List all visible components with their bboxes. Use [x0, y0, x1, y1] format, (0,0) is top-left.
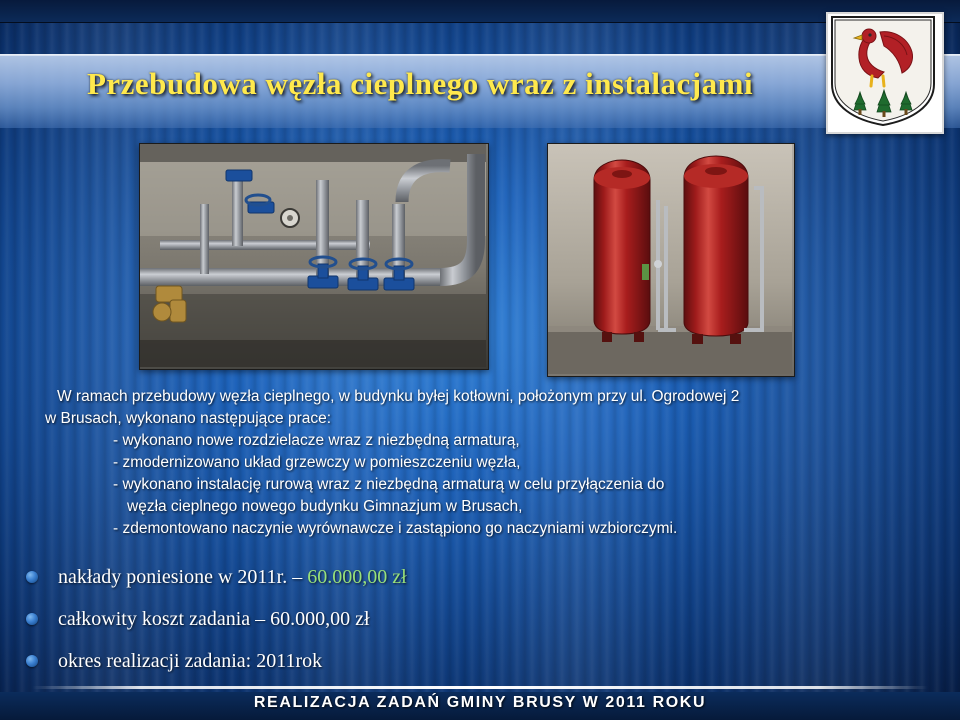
work-item-continuation: [113, 496, 925, 518]
list-item: [14, 598, 894, 640]
bullet-label-text: nakłady poniesione w 2011r. –: [58, 565, 308, 588]
bullet-amount: 60.000,00 zł: [307, 565, 407, 588]
intro-line-2: w Brusach, wykonano następujące prace:: [45, 410, 332, 427]
list-item: [14, 640, 894, 682]
list-item: [14, 556, 894, 598]
bullet-dot-icon: [26, 655, 38, 667]
work-item: - zdemontowano naczynie wyrównawcze i zastąpiono go naczyniami wzbiorczymi.: [113, 520, 678, 537]
work-item: - wykonano nowe rozdzielacze wraz z niezbędną armaturą,: [113, 432, 520, 449]
work-item: - zmodernizowano układ grzewczy w pomieszczeniu węzła,: [113, 454, 521, 471]
bullet-label: całkowity koszt zadania – 60.000,00 zł: [58, 607, 370, 630]
footer-divider: [32, 686, 928, 689]
intro-line-1: W ramach przebudowy węzła cieplnego, w budynku byłej kotłowni, położonym przy ul. Ogrodowej 2: [57, 388, 740, 405]
bullet-label: okres realizacji zadania: 2011rok: [58, 649, 323, 672]
bullet-dot-icon: [26, 613, 38, 625]
work-item: - wykonano instalację rurową wraz z niezbędną armaturą w celu przyłączenia do: [113, 476, 665, 493]
top-strip: [0, 0, 960, 23]
coat-of-arms-icon: [826, 12, 944, 134]
title-band-highlight: [0, 54, 960, 56]
photo-expansion-vessels: [547, 143, 795, 377]
body-text: [45, 386, 925, 540]
summary-bullets: [14, 556, 894, 682]
footer-title: REALIZACJA ZADAŃ GMINY BRUSY W 2011 ROKU: [253, 694, 707, 711]
photo-heat-node-pipes: [139, 143, 489, 370]
bullet-label: [58, 566, 407, 589]
work-item-continuation-text: węzła cieplnego nowego budynku Gimnazjum w Brusach,: [127, 498, 523, 515]
bullet-dot-icon: [26, 571, 38, 583]
page-title: Przebudowa węzła cieplnego wraz z instalacjami: [86, 66, 754, 101]
